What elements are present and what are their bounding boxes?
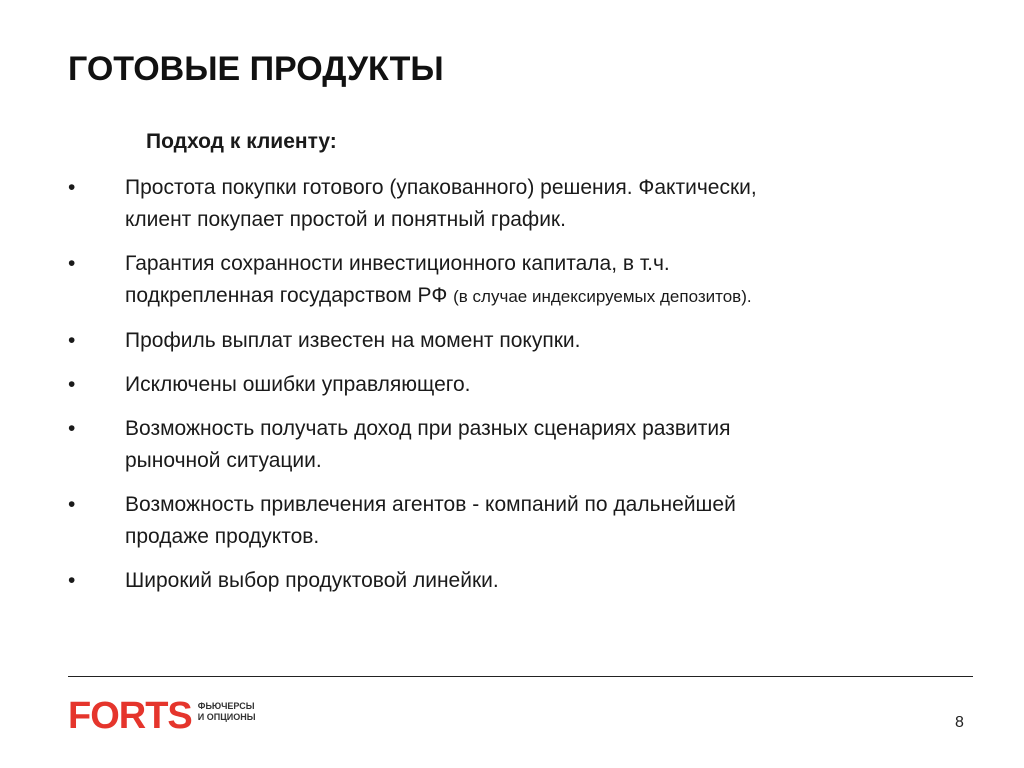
logo-tagline-line: ФЬЮЧЕРСЫ [197,701,255,711]
bullet-text: Профиль выплат известен на момент покупки. [125,329,581,352]
bullet-text: рыночной ситуации. [125,449,322,472]
bullet-text: Гарантия сохранности инвестиционного капитала, в т.ч. [125,252,670,275]
bullet-dot: • [68,493,76,516]
logo-tagline-line: И ОПЦИОНЫ [197,712,256,722]
bullet-text: подкрепленная государством РФ [125,284,454,307]
slide-title: ГОТОВЫЕ ПРОДУКТЫ [68,50,444,88]
bullet-item [68,565,948,597]
bullet-text: Возможность получать доход при разных сценариях развития [125,417,731,440]
footer-divider [68,676,973,677]
bullet-text: продаже продуктов. [125,525,320,548]
bullet-dot: • [68,417,76,440]
bullet-text: Простота покупки готового (упакованного) решения. Фактически, [125,176,757,199]
slide-subtitle: Подход к клиенту: [146,130,337,153]
bullet-item [68,413,948,477]
bullet-item [68,489,948,553]
page-number: 8 [955,714,964,731]
logo-tagline [198,701,256,723]
bullet-dot: • [68,329,76,352]
bullet-item [68,325,948,357]
bullet-text: Исключены ошибки управляющего. [125,373,471,396]
bullet-item [68,248,948,313]
bullet-item [68,172,948,236]
bullet-text: Возможность привлечения агентов - компаний по дальнейшей [125,493,736,516]
bullet-text: клиент покупает простой и понятный график. [125,208,566,231]
bullet-item [68,369,948,401]
bullet-note: (в случае индексируемых депозитов). [453,287,752,306]
bullet-dot: • [68,373,76,396]
bullet-dot: • [68,569,76,592]
forts-logo [68,696,256,736]
logo-wordmark: FORTS [68,695,192,737]
bullet-dot: • [68,252,76,275]
bullet-text: Широкий выбор продуктовой линейки. [125,569,499,592]
bullet-list [68,172,948,609]
bullet-dot: • [68,176,76,199]
